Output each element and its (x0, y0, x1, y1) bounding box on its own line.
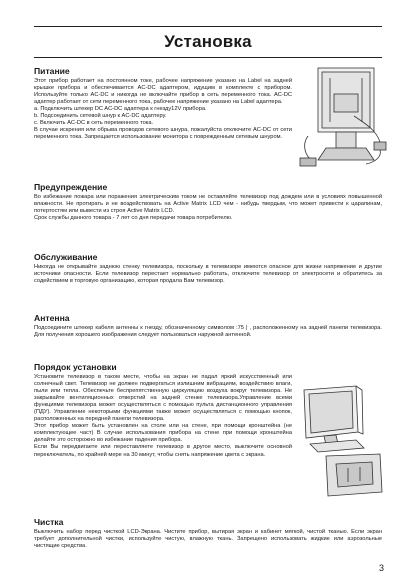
section-text: Установите телевизор в таком месте, чтобы на экран не падал яркий искусственный или солнечный свет. Телевизор не должен подвергаться излишним вибрациям, воздействию влаги, пыли или тепла. Обеспечьте беспрепятственную циркуляцию воздуха вокруг телевизора. Не закрывайте вентиляционных отверстий на задней стенке телевизора.Управление всеми функциями телевизора может осуществляться с помощью пульта дистанционного управления (ПДУ). Управление некоторыми функциями также может осуществляться с помощью кнопок, расположенных на передней панели телевизора. (34, 374, 292, 423)
step-b: b. Подсоединить сетевой шнур к AC-DC адаптеру. (34, 113, 167, 120)
section-text-3: Если Вы передвигаете или переставляете телевизор в другое место, выключите основной переключатель, по крайней мере на 30 минут, чтобы снять напряжение цвета с экрана. (34, 444, 292, 458)
page-header (34, 26, 382, 58)
section-heading: Питание (34, 66, 70, 76)
section-text: Во избежание пожара или поражения электрическим током не оставляйте телевизор под дождем или в условиях повышенной влажности. Не протирать и не воздействовать на Active Matrix LCD чем - нибудь твердым, что может привести к царапинам, потертостям или вывести из строя Active Matrix LCD. (34, 194, 382, 215)
section-warning (34, 182, 382, 222)
section-text: Подсоедините штекер кабеля антенны к гнезду, обозначенному символом :75 | , расположенному на задней панели телевизора. Для получения хорошего изображения следует пользоваться наружной антенной. (34, 325, 382, 339)
section-power (34, 66, 292, 141)
section-note: В случае искрения или обрыва проводов сетевого шнура, пожалуйста отключите AC-DC от сети переменного тока. Запрещается использование монитора с поврежденным сетевым шнуром. (34, 127, 292, 141)
tv-on-stand-illustration (296, 384, 388, 500)
section-heading: Чистка (34, 517, 64, 527)
section-heading: Обслуживание (34, 252, 98, 262)
section-heading: Порядок установки (34, 362, 117, 372)
section-heading: Антенна (34, 313, 70, 323)
section-service (34, 252, 382, 285)
step-a: a. Подключить штекер DC AC-DC адаптера к гнезду12V прибора. (34, 106, 207, 113)
section-cleaning (34, 517, 382, 550)
section-text-2: Этот прибор может быть установлен на столе или на стене, при помощи кронштейна (не комплектующее част) В случае использования прибора на стене при помощи кронштейна делайте это осторожно во избежание падения прибора. (34, 423, 292, 444)
section-antenna (34, 313, 382, 339)
section-text: Никогда не открывайте заднюю стенку телевизора, поскольку в телевизоре имеются опасное для жизни напряжение и другие источники опасности. Если телевизор перестает нормально работать, отключите телевизор от электросети и обратитесь за содействием в торговую организацию, которая продала Вам телевизор. (34, 264, 382, 285)
section-heading: Предупреждение (34, 182, 108, 192)
step-c: c. Включить AC-DC в сеть переменного тока. (34, 120, 154, 127)
page-title: Установка (164, 32, 252, 51)
section-install (34, 362, 292, 459)
tv-rear-with-adapter-illustration (296, 64, 388, 169)
page-number: 3 (378, 563, 384, 573)
section-text-2: Срок службы данного товара - 7 лет со дня передачи товара потребителю. (34, 215, 233, 222)
section-text: Выключить набор перед чисткой LCD-Экрана. Чистите прибор, вытирая экран и кабинет мягкой, чистой тканью. Если экран требует дополнительной чистки, используйте чистую, влажную ткань. Запрещено использовать жидкие или аэрозольные чистящие средства. (34, 529, 382, 550)
section-text: Этот прибор работает на постоянном токе, рабочее напряжение указано на Label на задней крышке прибора и обеспечивается AC-DC адаптером, идущим в комплекте с прибором. Используйте только AC-DC и никогда не включайте прибор в сеть переменного тока. AC-DC адаптер работает от сети переменного тока, рабочее напряжение указано на Label адаптера. (34, 78, 292, 106)
